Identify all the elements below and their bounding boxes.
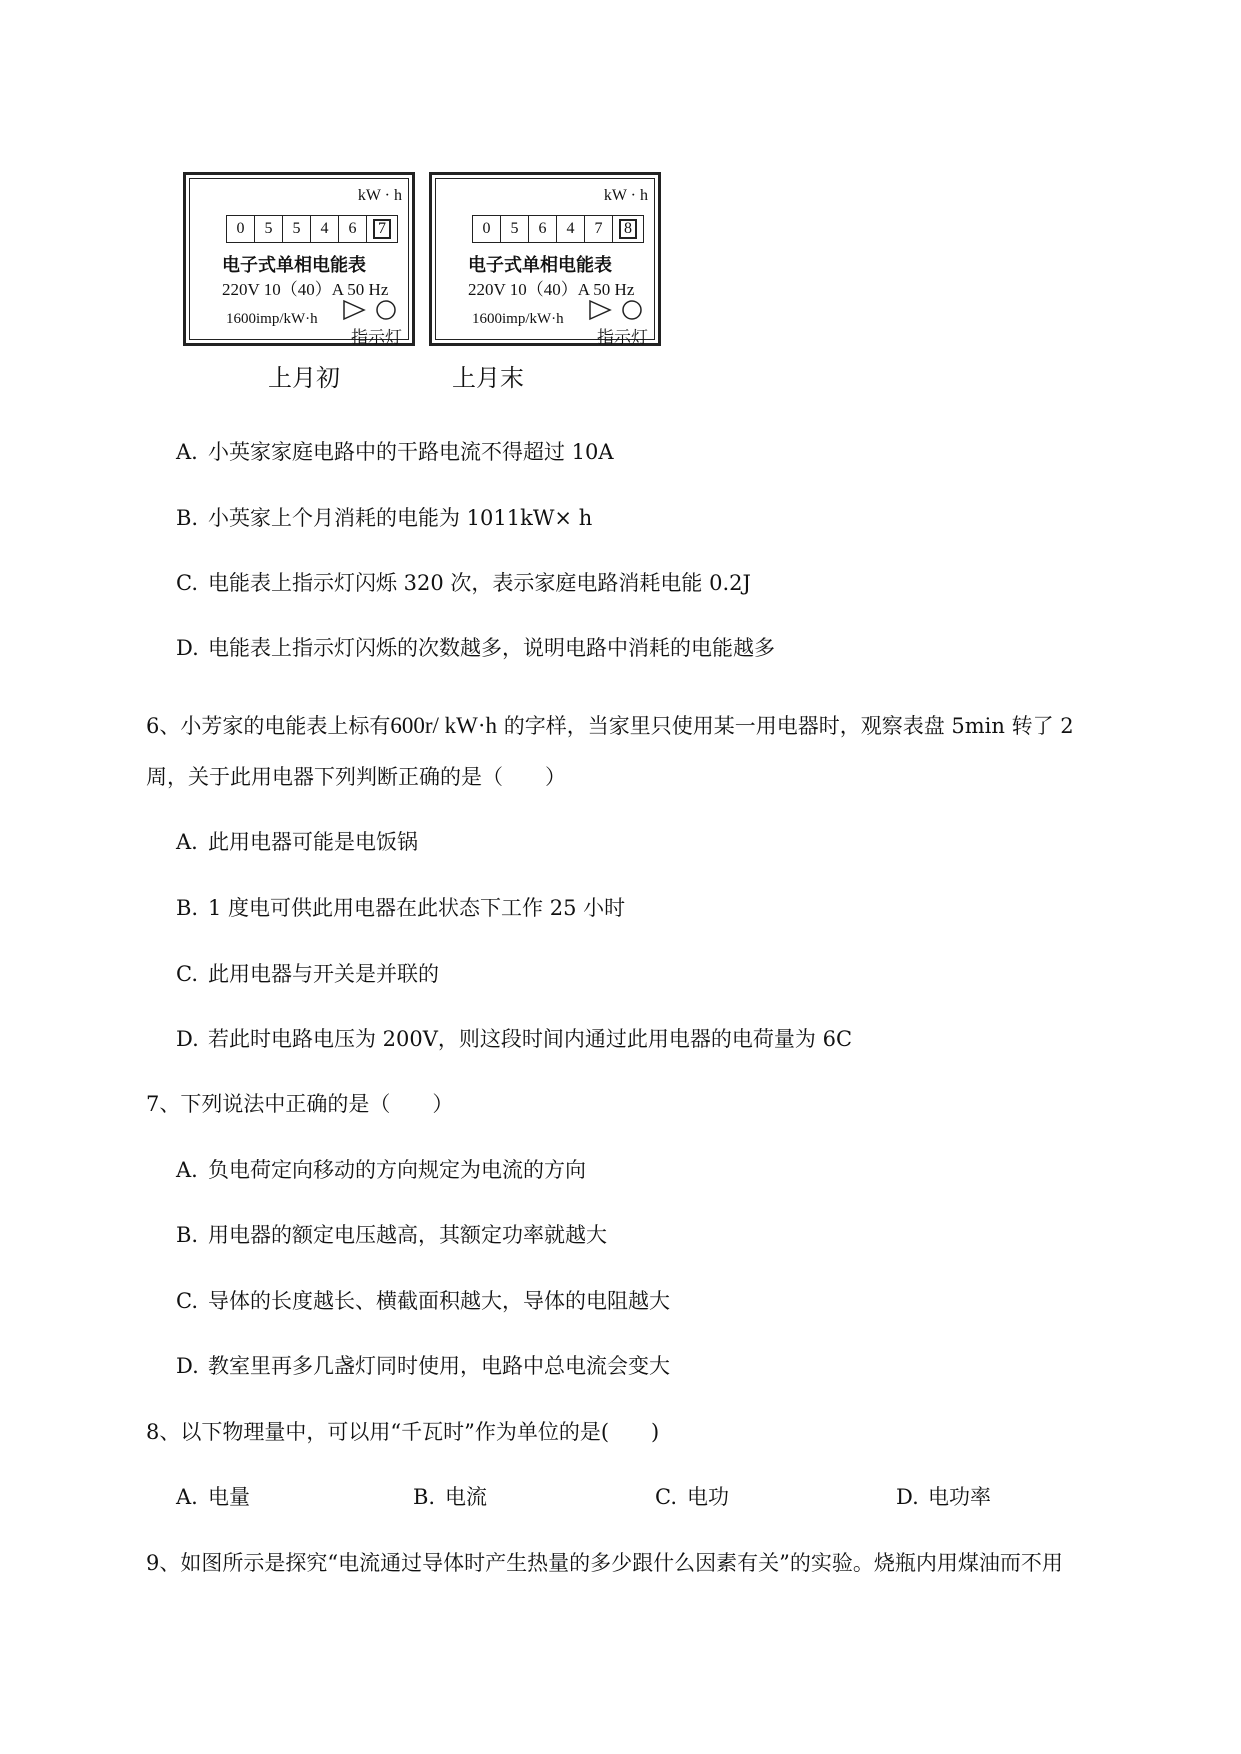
meter-digit: 0: [227, 216, 255, 242]
q6-option-d: D. 若此时电路电压为 200V，则这段时间内通过此用电器的电荷量为 6C: [176, 1027, 853, 1051]
meter-digit: 6: [529, 216, 557, 242]
indicator-light-icon: [342, 299, 400, 321]
meter-indicator-label: 指示灯: [351, 328, 402, 348]
q6-option-a: A. 此用电器可能是电饭锅: [176, 830, 418, 854]
meter-spec: 220V 10（40）A 50 Hz: [468, 280, 635, 299]
meter-digit: 7: [585, 216, 613, 242]
q6-stem-line2: 周，关于此用电器下列判断正确的是（ ）: [146, 765, 566, 789]
meter-digit: 4: [557, 216, 585, 242]
meter-start-of-month: [183, 172, 415, 346]
q8-stem: 8、以下物理量中，可以用“千瓦时”作为单位的是( ): [146, 1420, 660, 1444]
q5-option-b: B. 小英家上个月消耗的电能为 1011kW× h: [176, 506, 593, 530]
meter-digit: 4: [311, 216, 339, 242]
meter-imp: 1600imp/kW·h: [226, 311, 318, 327]
meter-imp: 1600imp/kW·h: [472, 311, 564, 327]
q6-unit: 600r/ kW·h: [390, 713, 498, 738]
q8-option-a: A. 电量: [176, 1485, 250, 1509]
q7-option-b: B. 用电器的额定电压越高，其额定功率就越大: [176, 1223, 607, 1247]
meter-name: 电子式单相电能表: [222, 255, 366, 276]
q8-option-d: D. 电功率: [896, 1485, 991, 1509]
q5-option-a: A. 小英家家庭电路中的干路电流不得超过 10A: [176, 440, 614, 464]
q6-option-c: C. 此用电器与开关是并联的: [176, 962, 439, 986]
meter-digit-decimal: 8: [613, 216, 643, 242]
meter-digit: 5: [255, 216, 283, 242]
meter-spec: 220V 10（40）A 50 Hz: [222, 280, 389, 299]
q8-option-c: C. 电功: [655, 1485, 729, 1509]
meter-digits: [226, 215, 398, 243]
meter-unit: kW · h: [357, 187, 402, 204]
q7-option-d: D. 教室里再多几盏灯同时使用，电路中总电流会变大: [176, 1354, 670, 1378]
meter-digit: 5: [283, 216, 311, 242]
meter-end-of-month: [429, 172, 661, 346]
meter-caption-start: 上月初: [268, 364, 340, 392]
meter-digits: [472, 215, 644, 243]
meter-name: 电子式单相电能表: [468, 255, 612, 276]
meter-digit: 5: [501, 216, 529, 242]
meter-digit-decimal: 7: [367, 216, 397, 242]
indicator-light-icon: [588, 299, 646, 321]
q7-option-a: A. 负电荷定向移动的方向规定为电流的方向: [176, 1158, 586, 1182]
meter-digit: 6: [339, 216, 367, 242]
q5-option-d: D. 电能表上指示灯闪烁的次数越多，说明电路中消耗的电能越多: [176, 636, 775, 660]
meter-caption-end: 上月末: [452, 364, 524, 392]
q7-option-c: C. 导体的长度越长、横截面积越大，导体的电阻越大: [176, 1289, 670, 1313]
meter-unit: kW · h: [603, 187, 648, 204]
q6-option-b: B. 1 度电可供此用电器在此状态下工作 25 小时: [176, 896, 626, 920]
meter-digit: 0: [473, 216, 501, 242]
q7-stem: 7、下列说法中正确的是（ ）: [146, 1092, 454, 1116]
meter-indicator-label: 指示灯: [597, 328, 648, 348]
q9-stem: 9、如图所示是探究“电流通过导体时产生热量的多少跟什么因素有关”的实验。烧瓶内用煤油而不用: [146, 1551, 1063, 1575]
q5-option-c: C. 电能表上指示灯闪烁 320 次，表示家庭电路消耗电能 0.2J: [176, 571, 751, 595]
q6-stem-line1: 6、小芳家的电能表上标有600r/ kW·h 的字样，当家里只使用某一用电器时，观察表盘 5min 转了 2: [146, 713, 1074, 738]
q8-option-b: B. 电流: [413, 1485, 487, 1509]
